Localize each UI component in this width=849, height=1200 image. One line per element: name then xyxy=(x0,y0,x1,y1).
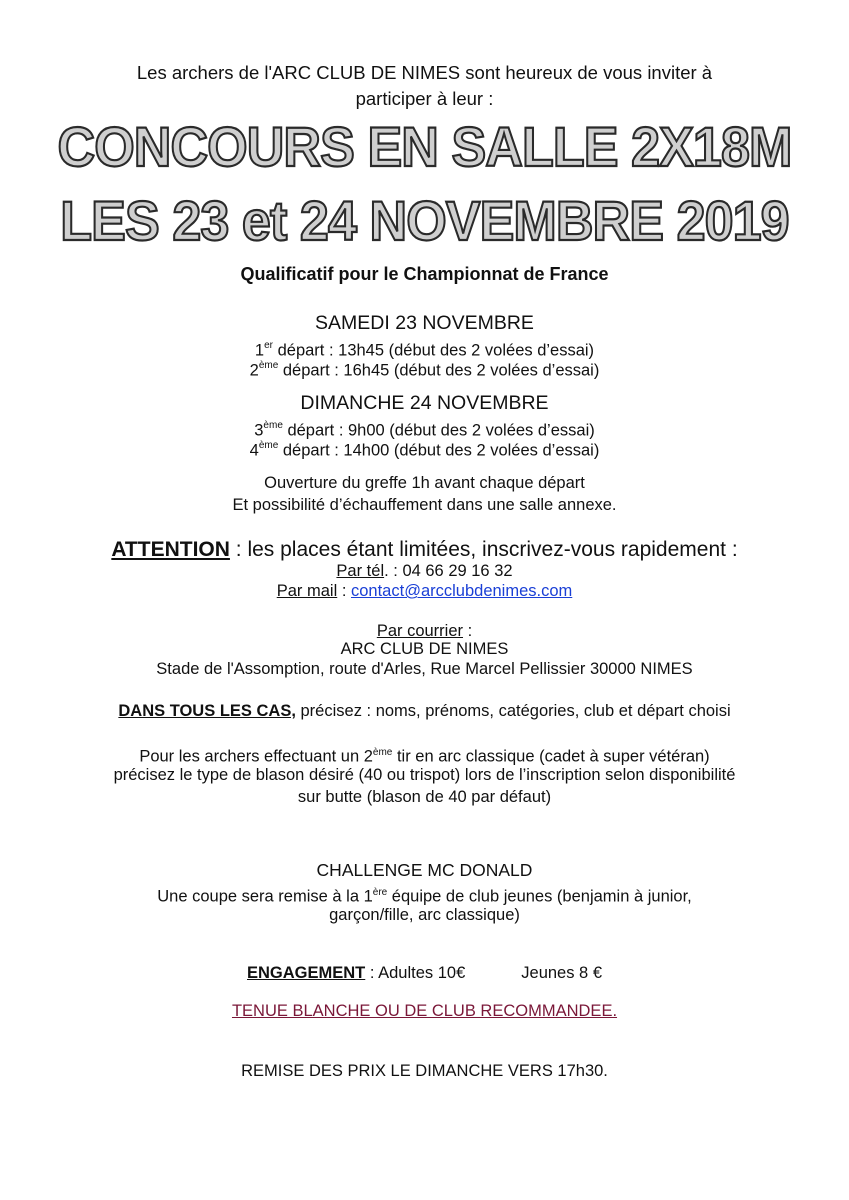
club-address: Stade de l'Assomption, route d'Arles, Rue Marcel Pellissier 30000 NIMES xyxy=(156,660,693,678)
phone-line: Par tél. : 04 66 29 16 32 xyxy=(336,562,513,580)
registry-opening: Ouverture du greffe 1h avant chaque départ xyxy=(264,474,585,492)
sunday-departure-3: 3ème départ : 9h00 (début des 2 volées d’essai) xyxy=(254,420,595,440)
second-shot-line-1: Pour les archers effectuant un 2ème tir en arc classique (cadet à super vétéran) xyxy=(139,747,710,766)
sunday-heading: DIMANCHE 24 NOVEMBRE xyxy=(300,392,549,414)
headline-event: CONCOURS EN SALLE 2X18M xyxy=(57,115,792,178)
mail-line: Par mail : contact@arcclubdenimes.com xyxy=(276,582,573,600)
qualification-subtitle: Qualificatif pour le Championnat de France xyxy=(240,264,609,284)
awards-info: REMISE DES PRIX LE DIMANCHE VERS 17h30. xyxy=(241,1062,608,1080)
all-cases-line: DANS TOUS LES CAS, précisez : noms, prénoms, catégories, club et départ choisi xyxy=(118,702,731,720)
headline-dates: LES 23 et 24 NOVEMBRE 2019 xyxy=(60,189,789,252)
saturday-departure-2: 2ème départ : 16h45 (début des 2 volées d’essai) xyxy=(249,360,600,380)
post-label-line: Par courrier : xyxy=(376,622,473,640)
dress-code: TENUE BLANCHE OU DE CLUB RECOMMANDEE. xyxy=(231,1002,618,1020)
engagement-line: ENGAGEMENT : Adultes 10€ Jeunes 8 € xyxy=(247,964,602,982)
challenge-line-1: Une coupe sera remise à la 1ère équipe de club jeunes (benjamin à junior, xyxy=(157,887,692,906)
engagement-label: ENGAGEMENT xyxy=(247,964,366,982)
attention-line: ATTENTION : les places étant limitées, inscrivez-vous rapidement : xyxy=(111,538,738,561)
saturday-heading: SAMEDI 23 NOVEMBRE xyxy=(315,312,534,334)
phone-label: Par tél xyxy=(336,562,385,580)
second-shot-line-3: sur butte (blason de 40 par défaut) xyxy=(297,788,552,806)
challenge-title: CHALLENGE MC DONALD xyxy=(316,860,533,880)
email-link[interactable]: contact@arcclubdenimes.com xyxy=(351,582,573,600)
attention-label: ATTENTION xyxy=(111,538,230,561)
all-cases-label: DANS TOUS LES CAS, xyxy=(118,702,296,720)
saturday-departure-1: 1er départ : 13h45 (début des 2 volées d’essai) xyxy=(254,340,595,360)
club-name: ARC CLUB DE NIMES xyxy=(340,640,509,658)
intro-line-1: Les archers de l'ARC CLUB DE NIMES sont heureux de vous inviter à xyxy=(136,62,713,83)
intro-line-2: participer à leur : xyxy=(355,88,494,109)
warmup-info: Et possibilité d’échauffement dans une salle annexe. xyxy=(232,496,617,514)
mail-label: Par mail xyxy=(276,582,338,600)
fee-adults: Adultes 10€ xyxy=(378,964,466,982)
fee-youth: Jeunes 8 € xyxy=(521,964,602,982)
post-label: Par courrier xyxy=(376,622,464,640)
challenge-line-2: garçon/fille, arc classique) xyxy=(329,906,520,924)
second-shot-line-2: précisez le type de blason désiré (40 ou trispot) lors de l’inscription selon disponibilité xyxy=(113,766,736,784)
sunday-departure-4: 4ème départ : 14h00 (début des 2 volées d’essai) xyxy=(249,440,600,460)
